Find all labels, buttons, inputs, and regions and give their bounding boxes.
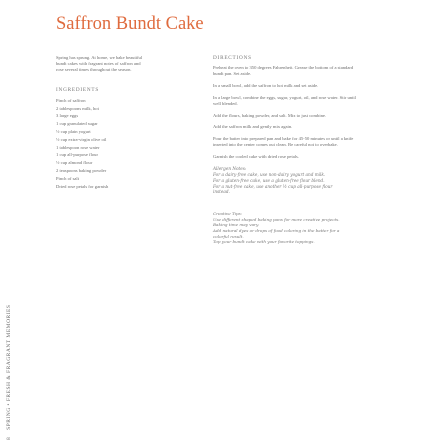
creative-tips-heading: Creative Tips:: [213, 211, 243, 217]
right-column: [213, 55, 363, 245]
direction-step: In a small bowl, add the saffron to hot milk and set aside.: [213, 83, 319, 89]
recipe-title: Saffron Bundt Cake: [56, 14, 204, 34]
direction-step: Pour the batter into prepared pan and bake for 45-50 minutes or until a knife inserted into the center comes out clean. Be careful not to overbake.: [213, 136, 354, 148]
ingredient-item: ½ cup almond flour: [56, 160, 93, 166]
direction-step: In a large bowl, combine the eggs, sugar, yogurt, oil, and rose water. Stir until well blended.: [213, 94, 356, 107]
ingredients-list: [56, 98, 194, 190]
ingredient-item: 3 large eggs: [56, 113, 79, 119]
allergen-note-line: For a dairy-free cake, use non-dairy yogurt and milk.: [213, 172, 326, 178]
allergen-notes: [213, 166, 339, 195]
ingredient-item: ½ cup extra-virgin olive oil: [56, 136, 107, 142]
allergen-note-line: For a nut-free cake, use another ½ cup all-purpose flour instead.: [213, 183, 333, 195]
creative-tip-line: Baking time may vary.: [213, 222, 260, 228]
creative-tip-line: Add natural dyes or drops of food coloring in the batter for a colorful result.: [213, 228, 340, 239]
direction-step: Add the flours, baking powder, and salt. Mix to just combine.: [213, 112, 327, 118]
ingredient-item: 2 tablespoons milk, hot: [56, 105, 99, 111]
ingredient-item: 1 tablespoon rose water: [56, 144, 100, 150]
allergen-note-line: For a gluten-free cake, use a gluten-free flour blend.: [213, 177, 325, 183]
running-footer: [6, 305, 12, 440]
intro-paragraph: Spring has sprung. At home, we bake beautiful bundt cakes with fragrant notes of saffron and rose several times throughout the season.: [56, 55, 143, 73]
ingredients-heading: INGREDIENTS: [56, 86, 100, 93]
directions-heading: DIRECTIONS: [213, 55, 252, 61]
ingredient-item: Dried rose petals for garnish: [56, 183, 109, 189]
running-title: SPRING • FRESH & FRAGRANT MEMORIES: [6, 304, 12, 430]
left-column: [56, 55, 194, 191]
creative-tips: [213, 211, 341, 245]
directions-list: [213, 65, 363, 160]
page-number: 8: [6, 436, 12, 440]
direction-step: Preheat the oven to 350 degrees Fahrenheit. Grease the bottom of a standard bundt pan. Set aside.: [213, 65, 354, 77]
ingredient-item: 1 cup all-purpose flour: [56, 152, 98, 158]
ingredient-item: ½ cup plain yogurt: [56, 129, 91, 134]
creative-tip-line: Use different shaped baking pans for more creative projects.: [213, 216, 340, 222]
ingredient-item: Pinch of saffron: [56, 97, 86, 103]
allergen-notes-heading: Allergen Notes:: [213, 166, 247, 172]
ingredient-item: 1 cup granulated sugar: [56, 121, 98, 127]
ingredient-item: 2 teaspoons baking powder: [56, 167, 107, 173]
creative-tip-line: Top your bundt cake with your favorite toppings.: [213, 239, 315, 245]
ingredient-item: Pinch of salt: [56, 175, 79, 181]
direction-step: Garnish the cooled cake with dried rose petals.: [213, 154, 299, 160]
direction-step: Add the saffron milk and gently mix again.: [213, 124, 293, 130]
